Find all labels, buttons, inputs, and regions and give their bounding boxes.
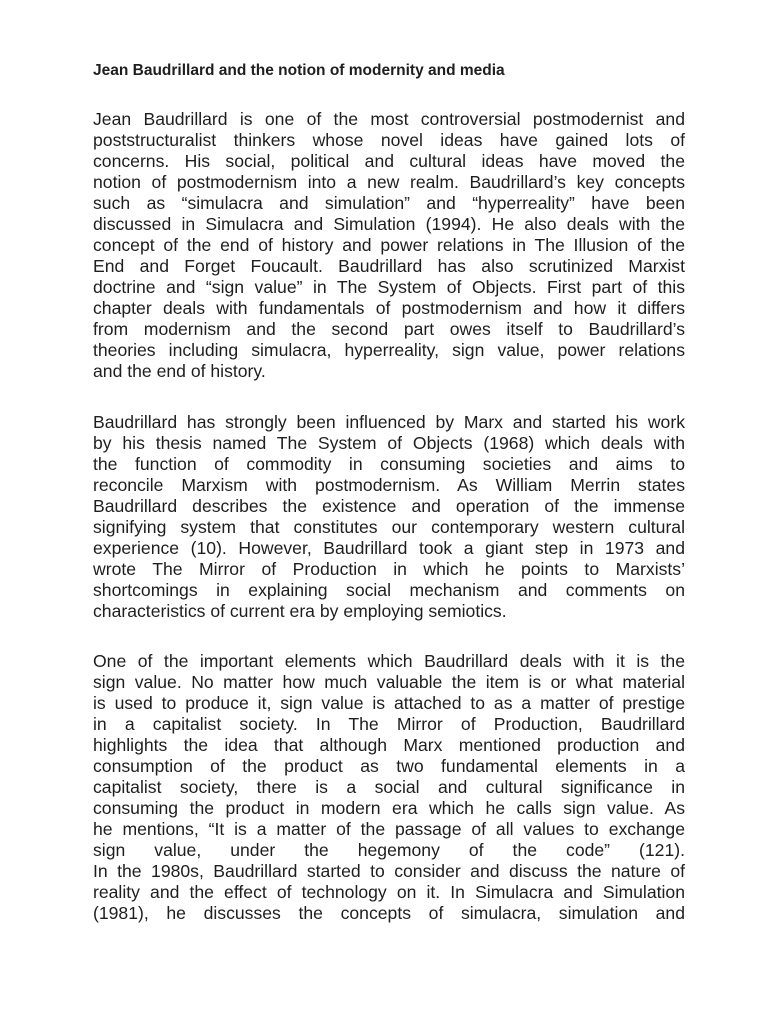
paragraph-line: and the end of history.	[93, 361, 266, 381]
paragraph-line: he mentions, “It is a matter of the passage of all values to exchange	[93, 819, 685, 839]
paragraph-line: sign value, under the hegemony of the code” (121).	[93, 840, 685, 860]
paragraph-line: wrote The Mirror of Production in which he points to Marxists’	[93, 559, 685, 579]
paragraph-line: concerns. His social, political and cultural ideas have moved the	[93, 151, 685, 171]
paragraph-line: reality and the effect of technology on it. In Simulacra and Simulation	[93, 882, 685, 902]
paragraph-3	[93, 651, 685, 924]
paragraph-line: characteristics of current era by employing semiotics.	[93, 601, 507, 621]
paragraph-line: poststructuralist thinkers whose novel ideas have gained lots of	[93, 130, 685, 150]
paragraph-line: capitalist society, there is a social and cultural significance in	[93, 777, 685, 797]
paragraph-line: doctrine and “sign value” in The System of Objects. First part of this	[93, 277, 685, 297]
paragraph-line: (1981), he discusses the concepts of simulacra, simulation and	[93, 903, 685, 923]
paragraph-2	[93, 412, 685, 622]
paragraph-line: from modernism and the second part owes itself to Baudrillard’s	[93, 319, 685, 339]
paragraph-line: the function of commodity in consuming societies and aims to	[93, 454, 685, 474]
paragraph-line: Baudrillard describes the existence and operation of the immense	[93, 496, 685, 516]
paragraph-line: concept of the end of history and power relations in The Illusion of the	[93, 235, 685, 255]
paragraph-line: End and Forget Foucault. Baudrillard has also scrutinized Marxist	[93, 256, 685, 276]
paragraph-line: chapter deals with fundamentals of postmodernism and how it differs	[93, 298, 685, 318]
paragraph-line: signifying system that constitutes our contemporary western cultural	[93, 517, 685, 537]
paragraph-line: One of the important elements which Baudrillard deals with it is the	[93, 651, 685, 671]
paragraph-line: notion of postmodernism into a new realm. Baudrillard’s key concepts	[93, 172, 685, 192]
paragraph-line: is used to produce it, sign value is attached to as a matter of prestige	[93, 693, 685, 713]
paragraph-line: discussed in Simulacra and Simulation (1994). He also deals with the	[93, 214, 685, 234]
paragraph-line: experience (10). However, Baudrillard took a giant step in 1973 and	[93, 538, 685, 558]
paragraph-line: by his thesis named The System of Objects (1968) which deals with	[93, 433, 685, 453]
document-title: Jean Baudrillard and the notion of modernity and media	[93, 62, 505, 79]
paragraph-line: In the 1980s, Baudrillard started to consider and discuss the nature of	[93, 861, 685, 881]
paragraph-line: consumption of the product as two fundamental elements in a	[93, 756, 685, 776]
paragraph-line: sign value. No matter how much valuable the item is or what material	[93, 672, 685, 692]
paragraph-line: shortcomings in explaining social mechanism and comments on	[93, 580, 685, 600]
paragraph-1	[93, 109, 685, 382]
paragraph-line: in a capitalist society. In The Mirror of Production, Baudrillard	[93, 714, 685, 734]
paragraph-line: reconcile Marxism with postmodernism. As William Merrin states	[93, 475, 685, 495]
paragraph-line: Baudrillard has strongly been influenced by Marx and started his work	[93, 412, 685, 432]
paragraph-line: theories including simulacra, hyperreality, sign value, power relations	[93, 340, 685, 360]
paragraph-line: consuming the product in modern era which he calls sign value. As	[93, 798, 685, 818]
paragraph-line: highlights the idea that although Marx mentioned production and	[93, 735, 685, 755]
paragraph-line: Jean Baudrillard is one of the most controversial postmodernist and	[93, 109, 685, 129]
paragraph-line: such as “simulacra and simulation” and “hyperreality” have been	[93, 193, 685, 213]
